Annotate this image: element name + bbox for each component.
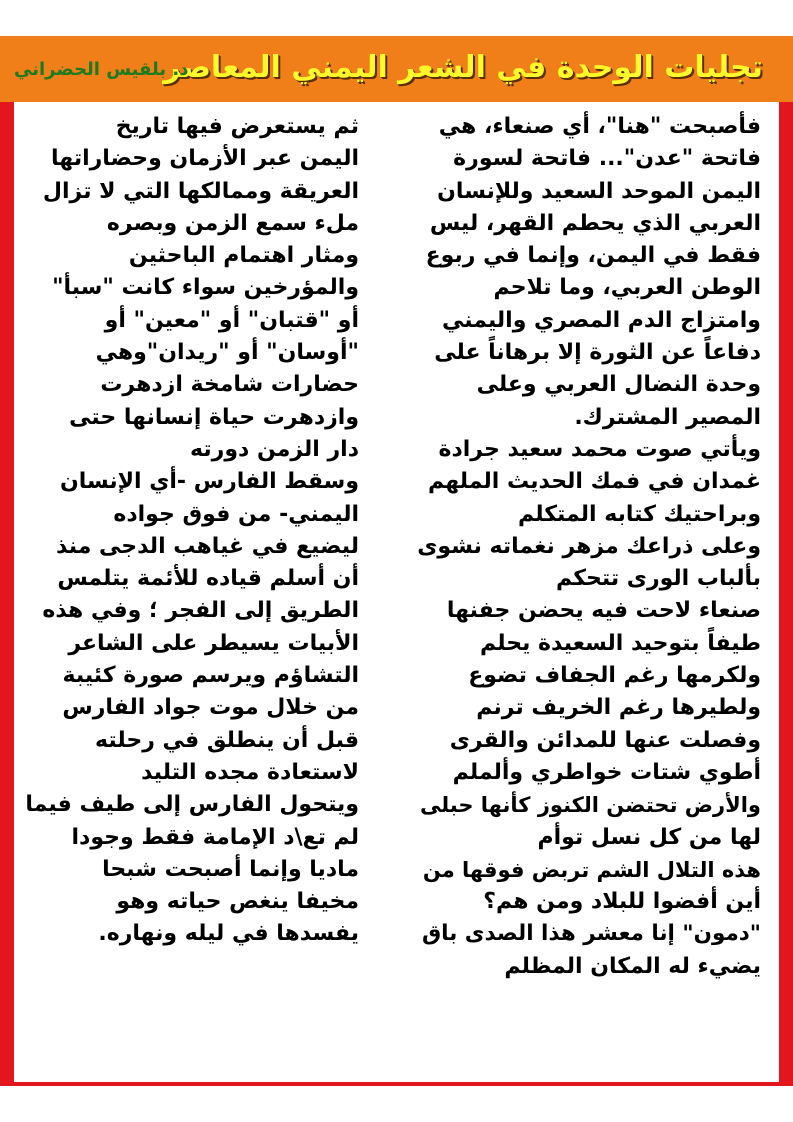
text-line: المصير المشترك. — [574, 404, 761, 430]
text-line: أطوي شتات خواطري وألملم — [452, 759, 761, 785]
text-line: وعلى ذراعك مزهر نغماته نشوى — [417, 533, 761, 559]
text-line: ومثار اهتمام الباحثين — [128, 243, 359, 269]
right-column — [416, 111, 761, 983]
text-line: هذه التلال الشم تربض فوقها من — [422, 857, 761, 882]
text-line: لاستعادة مجده التليد — [141, 759, 359, 785]
text-line: وفصلت عنها للمدائن والقرى — [449, 727, 761, 753]
text-line: "أوسان" أو "ريدان"وهي — [95, 340, 359, 366]
text-line: وامتزاج الدم المصري واليمني — [441, 307, 761, 333]
text-line: العربي الذي يحطم القهر، ليس — [429, 210, 761, 236]
text-line: ولكرمها رغم الجفاف تضوع — [468, 663, 761, 689]
text-line: حضارات شامخة ازدهرت — [100, 372, 359, 398]
text-line: اليمن عبر الأزمان وحضاراتها — [51, 146, 359, 172]
text-line: اليمن الموحد السعيد وللإنسان — [437, 178, 761, 204]
author-name: د. بلقيس الحضراني — [14, 59, 189, 80]
text-line: العريقة وممالكها التي لا تزال — [42, 178, 359, 204]
text-line: ويتحول الفارس إلى طيف فيما — [25, 792, 359, 818]
text-line: من خلال موت جواد الفارس — [62, 695, 359, 721]
text-line: لها من كل نسل توأم — [537, 824, 761, 850]
text-line: غمدان في فمك الحديث الملهم — [428, 469, 761, 495]
text-line: دار الزمن دورته — [190, 436, 359, 462]
left-column — [14, 111, 359, 951]
text-line: فقط في اليمن، وإنما في ربوع — [425, 243, 761, 269]
text-line: يفسدها في ليله ونهاره. — [98, 921, 359, 947]
text-line: وبراحتيك كتابه المتكلم — [518, 501, 761, 527]
text-line: أين أفضوا للبلاد ومن هم؟ — [483, 889, 761, 915]
text-line: ملء سمع الزمن وبصره — [106, 210, 359, 236]
text-line: ماديا وإنما أصبحت شبحا — [102, 856, 359, 882]
text-line: طيفاً بتوحيد السعيدة يحلم — [480, 630, 761, 656]
text-line: بألباب الورى تتحكم — [555, 566, 761, 592]
article-title: تجليات الوحدة في الشعر اليمني المعاصر — [163, 50, 763, 85]
text-line: والمؤرخين سواء كانت "سبأ" — [52, 275, 359, 301]
text-line: أو "قتبان" أو "معين" أو — [104, 307, 359, 333]
text-line: والأرض تحتضن الكنوز كأنها حبلى — [419, 793, 761, 818]
text-line: التشاؤم ويرسم صورة كئيبة — [62, 663, 359, 689]
text-line: الوطن العربي، وما تلاحم — [493, 275, 761, 301]
page-header — [0, 36, 793, 102]
content-frame — [0, 102, 793, 1086]
text-line: يضيء له المكان المظلم — [504, 953, 761, 979]
text-line: ليضيع في غياهب الدجى منذ — [56, 533, 359, 559]
text-line: أن أسلم قياده للأئمة يتلمس — [57, 566, 359, 592]
text-line: الأبيات يسيطر على الشاعر — [68, 630, 359, 656]
text-line: ثم يستعرض فيها تاريخ — [115, 114, 359, 139]
text-line: وازدهرت حياة إنسانها حتى — [69, 404, 359, 430]
text-line: ويأتي صوت محمد سعيد جرادة — [438, 436, 761, 462]
text-line: ولطيرها رغم الخريف ترنم — [476, 695, 761, 721]
text-line: فأصبحت "هنا"، أي صنعاء، هي — [438, 114, 761, 139]
text-line: الطريق إلى الفجر ؛ وفي هذه — [42, 598, 359, 624]
text-line: وسقط الفارس -أي الإنسان — [59, 469, 359, 495]
text-line: فاتحة "عدن"... فاتحة لسورة — [453, 146, 761, 172]
text-line: لم تع\د الإمامة فقط وجودا — [71, 824, 359, 850]
text-line: مخيفا ينغص حياته وهو — [116, 889, 359, 915]
text-line: صنعاء لاحت فيه يحضن جفنها — [446, 598, 761, 624]
text-line: "دمون" إنا معشر هذا الصدى باق — [421, 921, 761, 947]
text-line: اليمني- من فوق جواده — [113, 501, 359, 527]
text-line: دفاعاً عن الثورة إلا برهاناً على — [434, 340, 761, 366]
text-line: وحدة النضال العربي وعلى — [476, 372, 761, 398]
text-line: قبل أن ينطلق في رحلته — [95, 727, 359, 753]
